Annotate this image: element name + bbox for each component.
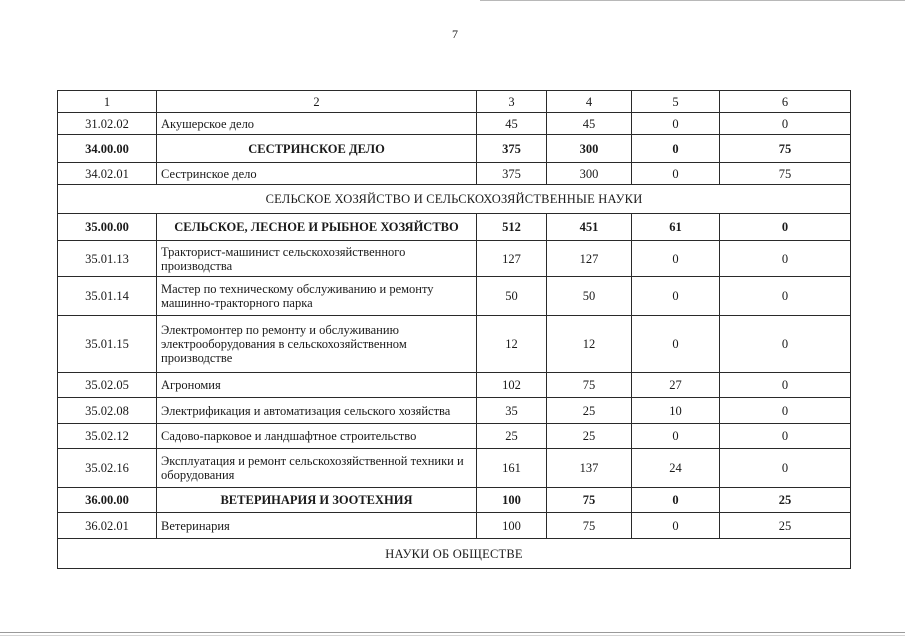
name-cell: ВЕТЕРИНАРИЯ И ЗООТЕХНИЯ <box>157 488 477 513</box>
total-cell: 50 <box>477 277 547 316</box>
table-row <box>58 449 851 488</box>
column-header-4: 4 <box>547 91 632 113</box>
value-col4-cell: 25 <box>547 398 632 424</box>
total-cell: 25 <box>477 424 547 449</box>
table-row <box>58 316 851 373</box>
table-row <box>58 513 851 539</box>
code-cell: 34.02.01 <box>58 163 157 185</box>
value-col4-cell: 75 <box>547 488 632 513</box>
value-col5-cell: 0 <box>632 241 720 277</box>
code-cell: 35.00.00 <box>58 214 157 241</box>
value-col6-cell: 0 <box>720 113 851 135</box>
name-cell: Акушерское дело <box>157 113 477 135</box>
name-cell: Эксплуатация и ремонт сельскохозяйственной техники и оборудования <box>157 449 477 488</box>
value-col4-cell: 300 <box>547 135 632 163</box>
total-cell: 375 <box>477 135 547 163</box>
scan-edge-bottom <box>0 632 905 633</box>
value-col5-cell: 0 <box>632 163 720 185</box>
column-header-2: 2 <box>157 91 477 113</box>
total-cell: 45 <box>477 113 547 135</box>
section-title: НАУКИ ОБ ОБЩЕСТВЕ <box>58 539 851 569</box>
total-cell: 102 <box>477 373 547 398</box>
value-col4-cell: 127 <box>547 241 632 277</box>
value-col6-cell: 0 <box>720 449 851 488</box>
table-row <box>58 163 851 185</box>
table-row <box>58 373 851 398</box>
group-row <box>58 214 851 241</box>
value-col5-cell: 0 <box>632 277 720 316</box>
total-cell: 100 <box>477 488 547 513</box>
total-cell: 35 <box>477 398 547 424</box>
code-cell: 35.01.15 <box>58 316 157 373</box>
value-col5-cell: 10 <box>632 398 720 424</box>
value-col4-cell: 45 <box>547 113 632 135</box>
column-header-6: 6 <box>720 91 851 113</box>
code-cell: 35.02.08 <box>58 398 157 424</box>
value-col5-cell: 0 <box>632 113 720 135</box>
scan-edge-bottom-secondary <box>0 635 905 636</box>
value-col4-cell: 25 <box>547 424 632 449</box>
specialties-table <box>57 90 851 569</box>
name-cell: Тракторист-машинист сельскохозяйственного производства <box>157 241 477 277</box>
value-col5-cell: 0 <box>632 513 720 539</box>
table-row <box>58 424 851 449</box>
group-row <box>58 488 851 513</box>
column-header-1: 1 <box>58 91 157 113</box>
value-col4-cell: 12 <box>547 316 632 373</box>
value-col4-cell: 137 <box>547 449 632 488</box>
name-cell: Ветеринария <box>157 513 477 539</box>
total-cell: 12 <box>477 316 547 373</box>
total-cell: 161 <box>477 449 547 488</box>
group-row <box>58 135 851 163</box>
total-cell: 100 <box>477 513 547 539</box>
name-cell: СЕСТРИНСКОЕ ДЕЛО <box>157 135 477 163</box>
section-row <box>58 539 851 569</box>
table-row <box>58 277 851 316</box>
value-col6-cell: 25 <box>720 488 851 513</box>
column-header-5: 5 <box>632 91 720 113</box>
value-col5-cell: 61 <box>632 214 720 241</box>
value-col4-cell: 300 <box>547 163 632 185</box>
total-cell: 375 <box>477 163 547 185</box>
value-col6-cell: 0 <box>720 398 851 424</box>
value-col6-cell: 0 <box>720 424 851 449</box>
value-col5-cell: 0 <box>632 135 720 163</box>
column-header-3: 3 <box>477 91 547 113</box>
value-col5-cell: 0 <box>632 488 720 513</box>
value-col6-cell: 0 <box>720 214 851 241</box>
total-cell: 512 <box>477 214 547 241</box>
code-cell: 35.02.12 <box>58 424 157 449</box>
scan-edge-top <box>480 0 905 1</box>
code-cell: 35.02.05 <box>58 373 157 398</box>
value-col5-cell: 0 <box>632 316 720 373</box>
name-cell: Мастер по техническому обслуживанию и ремонту машинно-тракторного парка <box>157 277 477 316</box>
total-cell: 127 <box>477 241 547 277</box>
value-col5-cell: 24 <box>632 449 720 488</box>
name-cell: СЕЛЬСКОЕ, ЛЕСНОЕ И РЫБНОЕ ХОЗЯЙСТВО <box>157 214 477 241</box>
value-col4-cell: 50 <box>547 277 632 316</box>
code-cell: 36.02.01 <box>58 513 157 539</box>
section-row <box>58 185 851 214</box>
code-cell: 36.00.00 <box>58 488 157 513</box>
value-col6-cell: 0 <box>720 316 851 373</box>
table-row <box>58 398 851 424</box>
code-cell: 35.01.14 <box>58 277 157 316</box>
section-title: СЕЛЬСКОЕ ХОЗЯЙСТВО И СЕЛЬСКОХОЗЯЙСТВЕННЫЕ НАУКИ <box>58 185 851 214</box>
value-col4-cell: 75 <box>547 373 632 398</box>
table-header-row <box>58 91 851 113</box>
name-cell: Агрономия <box>157 373 477 398</box>
value-col4-cell: 451 <box>547 214 632 241</box>
code-cell: 35.02.16 <box>58 449 157 488</box>
name-cell: Электрификация и автоматизация сельского хозяйства <box>157 398 477 424</box>
name-cell: Садово-парковое и ландшафтное строительство <box>157 424 477 449</box>
value-col5-cell: 0 <box>632 424 720 449</box>
value-col6-cell: 0 <box>720 373 851 398</box>
value-col6-cell: 75 <box>720 135 851 163</box>
page-number: 7 <box>452 27 458 41</box>
value-col6-cell: 0 <box>720 277 851 316</box>
value-col6-cell: 0 <box>720 241 851 277</box>
table-row <box>58 113 851 135</box>
table-body <box>58 91 851 569</box>
value-col4-cell: 75 <box>547 513 632 539</box>
value-col5-cell: 27 <box>632 373 720 398</box>
value-col6-cell: 75 <box>720 163 851 185</box>
code-cell: 31.02.02 <box>58 113 157 135</box>
name-cell: Сестринское дело <box>157 163 477 185</box>
value-col6-cell: 25 <box>720 513 851 539</box>
code-cell: 35.01.13 <box>58 241 157 277</box>
code-cell: 34.00.00 <box>58 135 157 163</box>
table-row <box>58 241 851 277</box>
name-cell: Электромонтер по ремонту и обслуживанию электрооборудования в сельскохозяйственном производстве <box>157 316 477 373</box>
